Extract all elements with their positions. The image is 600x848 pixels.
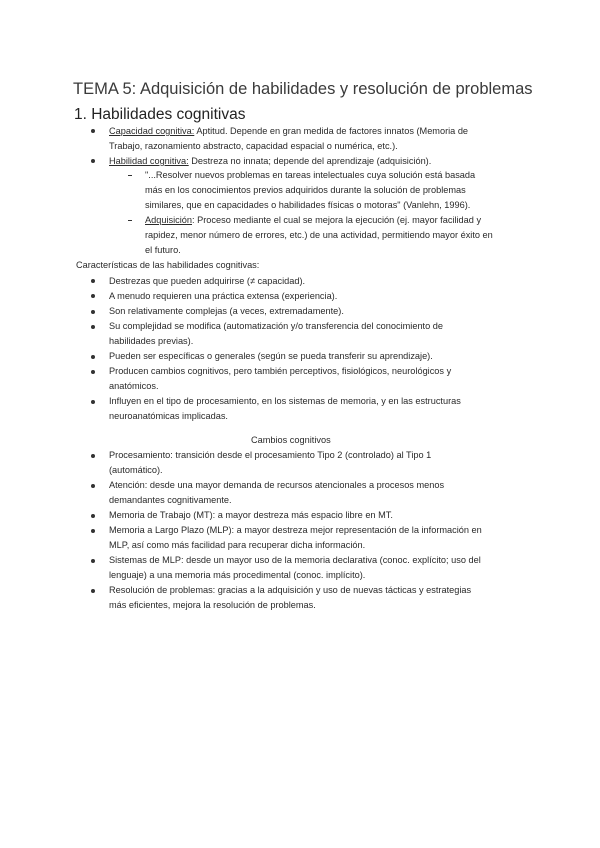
list-item: Resolución de problemas: gracias a la adquisición y uso de nuevas tácticas y estrategias xyxy=(109,585,472,595)
list-item: Sistemas de MLP: desde un mayor uso de la memoria declarativa (conoc. explícito; uso del xyxy=(109,555,481,565)
subitem-line: similares, que en capacidades o habilidades físicas o motoras" (Vanlehn, 1996). xyxy=(145,200,471,210)
list-item: Pueden ser específicas o generales (según se pueda transferir su aprendizaje). xyxy=(109,351,433,361)
dash-icon xyxy=(128,220,132,221)
bullet-icon xyxy=(91,589,95,593)
bullet-icon xyxy=(91,129,95,133)
list-item: más eficientes, mejora la resolución de problemas. xyxy=(109,600,316,610)
changes-heading: Cambios cognitivos xyxy=(251,435,331,445)
definition-line: Trabajo, razonamiento abstracto, capacidad espacial o numérica, etc.). xyxy=(109,141,398,151)
bullet-icon xyxy=(91,529,95,533)
list-item: neuroanatómicas implicadas. xyxy=(109,411,228,421)
subitem-line: "...Resolver nuevos problemas en tareas intelectuales cuya solución está basada xyxy=(145,170,476,180)
document-title: TEMA 5: Adquisición de habilidades y resolución de problemas xyxy=(73,80,533,98)
bullet-icon xyxy=(91,355,95,359)
subitem-line: Adquisición: Proceso mediante el cual se mejora la ejecución (ej. mayor facilidad y xyxy=(145,215,482,225)
list-item: Influyen en el tipo de procesamiento, en los sistemas de memoria, y en las estructuras xyxy=(109,396,461,406)
list-item: demandantes cognitivamente. xyxy=(109,495,232,505)
list-item: (automático). xyxy=(109,465,163,475)
bullet-icon xyxy=(91,370,95,374)
list-item: Memoria de Trabajo (MT): a mayor destreza más espacio libre en MT. xyxy=(109,510,393,520)
list-item: Destrezas que pueden adquirirse (≠ capacidad). xyxy=(109,276,306,286)
bullet-icon xyxy=(91,400,95,404)
list-item: Son relativamente complejas (a veces, extremadamente). xyxy=(109,306,344,316)
bullet-icon xyxy=(91,325,95,329)
list-item: Su complejidad se modifica (automatización y/o transferencia del conocimiento de xyxy=(109,321,443,331)
dash-icon xyxy=(128,175,132,176)
list-item: A menudo requieren una práctica extensa (experiencia). xyxy=(109,291,338,301)
section-heading: 1. Habilidades cognitivas xyxy=(74,106,246,123)
bullet-icon xyxy=(91,559,95,563)
list-item: Procesamiento: transición desde el procesamiento Tipo 2 (controlado) al Tipo 1 xyxy=(109,450,432,460)
bullet-icon xyxy=(91,294,95,298)
list-item: habilidades previas). xyxy=(109,336,194,346)
list-item: MLP, así como más facilidad para recuperar dicha información. xyxy=(109,540,366,550)
subitem-line: rapidez, menor número de errores, etc.) de una actividad, permitiendo mayor éxito en xyxy=(145,230,493,240)
definition-line: Habilidad cognitiva: Destreza no innata; depende del aprendizaje (adquisición). xyxy=(109,156,432,166)
bullet-icon xyxy=(91,454,95,458)
list-item: Atención: desde una mayor demanda de recursos atencionales a procesos menos xyxy=(109,480,445,490)
list-item: Memoria a Largo Plazo (MLP): a mayor destreza mejor representación de la información en xyxy=(109,525,482,535)
definition-line: Capacidad cognitiva: Aptitud. Depende en gran medida de factores innatos (Memoria de xyxy=(109,126,469,136)
definition-term: Capacidad cognitiva: xyxy=(109,126,195,136)
bullet-icon xyxy=(91,484,95,488)
bullet-icon xyxy=(91,514,95,518)
list-item: anatómicos. xyxy=(109,381,159,391)
subitem-term: Adquisición xyxy=(145,215,192,225)
list-item: lenguaje) a una memoria más procedimental (conoc. implícito). xyxy=(109,570,366,580)
bullet-icon xyxy=(91,310,95,314)
list-item: Producen cambios cognitivos, pero también perceptivos, fisiológicos, neurológicos y xyxy=(109,366,452,376)
bullet-icon xyxy=(91,279,95,283)
bullet-icon xyxy=(91,159,95,163)
definition-term: Habilidad cognitiva: xyxy=(109,156,189,166)
subitem-line: el futuro. xyxy=(145,245,181,255)
subitem-line: más en los conocimientos previos adquiridos durante la solución de problemas xyxy=(145,185,466,195)
characteristics-heading: Características de las habilidades cognitivas: xyxy=(76,260,260,270)
